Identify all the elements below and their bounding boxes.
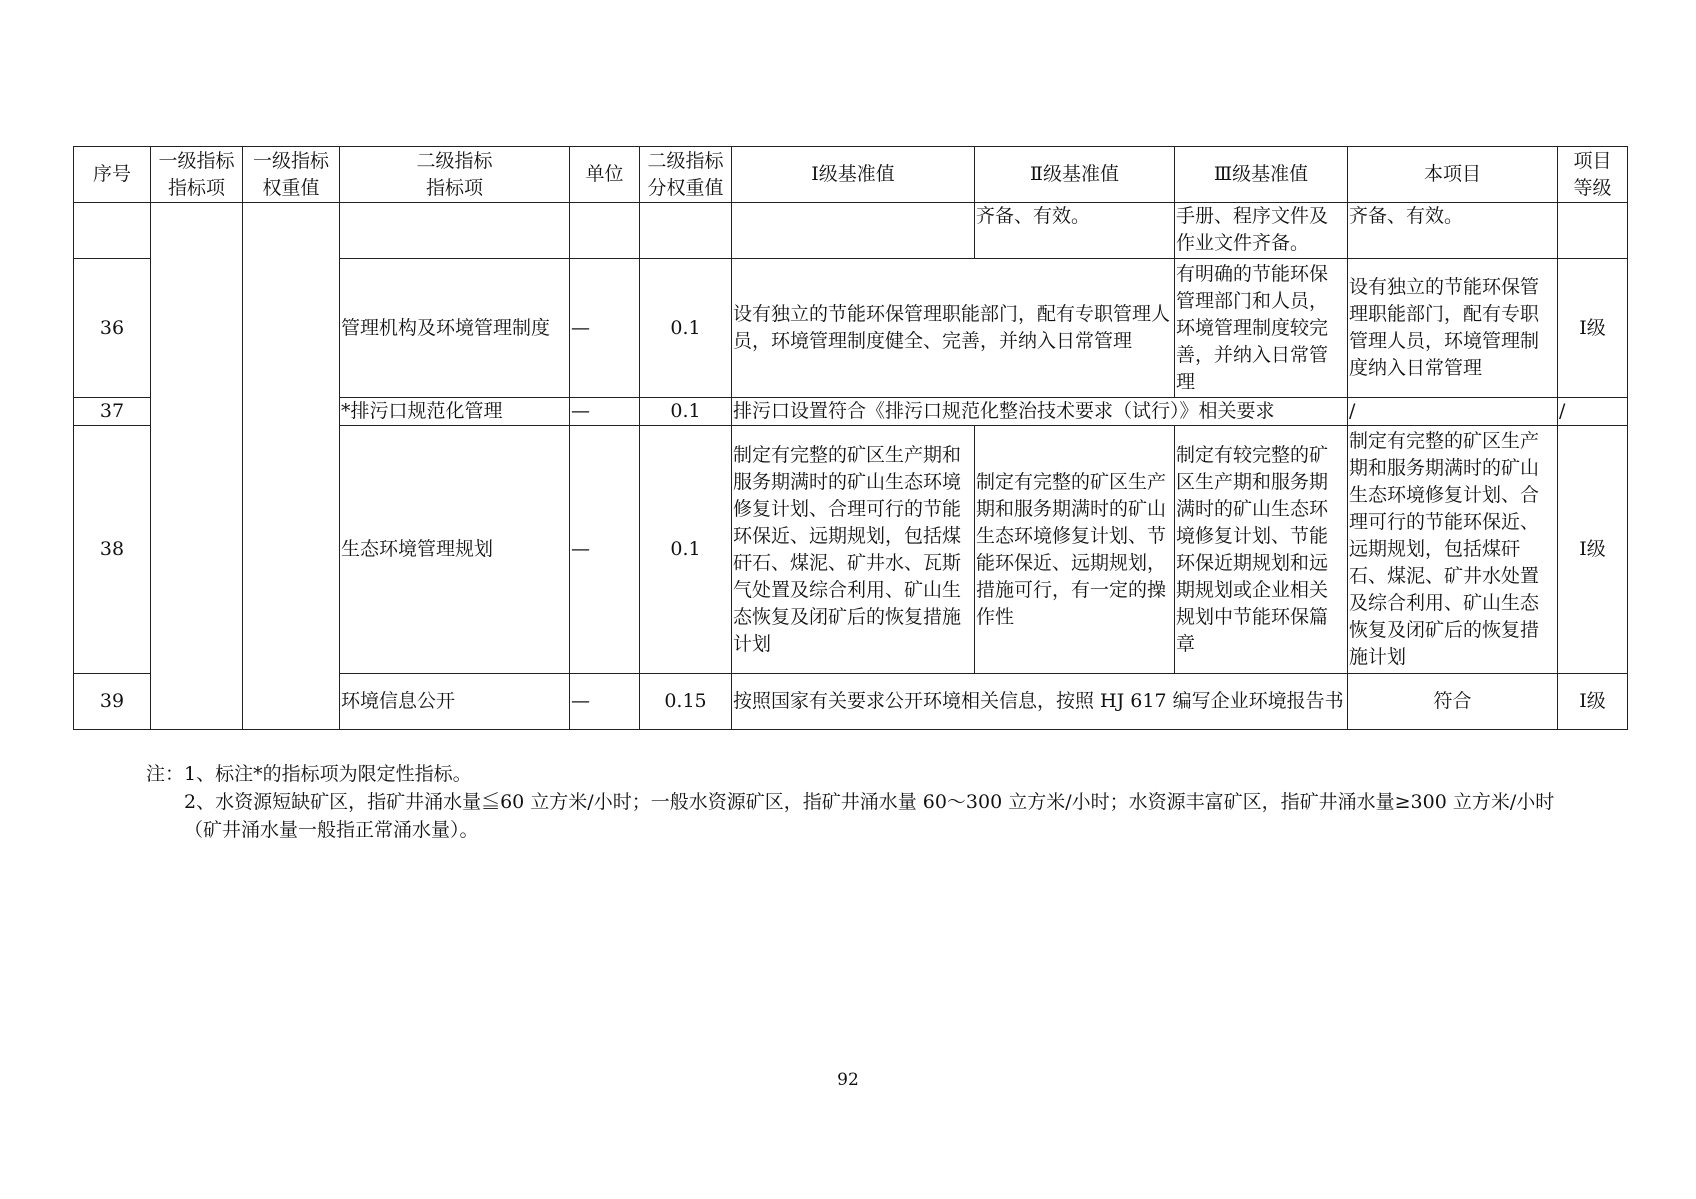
cell-project: 设有独立的节能环保管理职能部门，配有专职管理人员，环境管理制度纳入日常管理 xyxy=(1348,259,1558,398)
header-project: 本项目 xyxy=(1348,147,1558,203)
cell-grade123: 排污口设置符合《排污口规范化整治技术要求（试行）》相关要求 xyxy=(732,398,1348,426)
cell-grade3: 有明确的节能环保管理部门和人员，环境管理制度较完善，并纳入日常管理 xyxy=(1175,259,1348,398)
cell-grade3: 制定有较完整的矿区生产期和服务期满时的矿山生态环境修复计划、节能环保近期规划和远期规划或企业相关规划中节能环保篇章 xyxy=(1175,426,1348,674)
header-level2-weight: 二级指标 分权重值 xyxy=(640,147,732,203)
note-line-2: 2、水资源短缺矿区，指矿井涌水量≦60 立方米/小时；一般水资源矿区，指矿井涌水量 60～300 立方米/小时；水资源丰富矿区，指矿井涌水量≥300 立方米/小时（矿井涌水量一般指正常涌水量）。 xyxy=(184,791,1555,841)
header-unit: 单位 xyxy=(570,147,640,203)
cell-seq: 39 xyxy=(74,674,151,730)
cell-unit: — xyxy=(570,259,640,398)
cell-grade2: 齐备、有效。 xyxy=(975,203,1175,259)
page-number: 92 xyxy=(837,1070,859,1090)
cell-item: 管理机构及环境管理制度 xyxy=(340,259,570,398)
cell-grade: Ⅰ级 xyxy=(1558,426,1628,674)
cell-weight-empty xyxy=(640,203,732,259)
cell-grade2: 制定有完整的矿区生产期和服务期满时的矿山生态环境修复计划、节能环保近、远期规划，措施可行，有一定的操作性 xyxy=(975,426,1175,674)
table-row-continued xyxy=(74,203,1628,259)
cell-weight: 0.15 xyxy=(640,674,732,730)
cell-project: 制定有完整的矿区生产期和服务期满时的矿山生态环境修复计划、合理可行的节能环保近、远期规划，包括煤矸石、煤泥、矿井水处置及综合利用、矿山生态恢复及闭矿后的恢复措施计划 xyxy=(1348,426,1558,674)
header-grade1: Ⅰ级基准值 xyxy=(732,147,975,203)
cell-grade12: 设有独立的节能环保管理职能部门，配有专职管理人员，环境管理制度健全、完善，并纳入日常管理 xyxy=(732,259,1175,398)
cell-grade1: 制定有完整的矿区生产期和服务期满时的矿山生态环境修复计划、合理可行的节能环保近、远期规划，包括煤矸石、煤泥、矿井水、瓦斯气处置及综合利用、矿山生态恢复及闭矿后的恢复措施计划 xyxy=(732,426,975,674)
cell-grade1-empty xyxy=(732,203,975,259)
cell-item: *排污口规范化管理 xyxy=(340,398,570,426)
cell-item-empty xyxy=(340,203,570,259)
cell-weight: 0.1 xyxy=(640,398,732,426)
cell-grade: / xyxy=(1558,398,1628,426)
cell-level1-weight-empty xyxy=(243,203,340,730)
cell-project: / xyxy=(1348,398,1558,426)
cell-unit-empty xyxy=(570,203,640,259)
cell-unit: — xyxy=(570,398,640,426)
cell-item: 生态环境管理规划 xyxy=(340,426,570,674)
header-grade2: Ⅱ级基准值 xyxy=(975,147,1175,203)
header-project-grade: 项目 等级 xyxy=(1558,147,1628,203)
cell-weight: 0.1 xyxy=(640,426,732,674)
cell-grade123: 按照国家有关要求公开环境相关信息，按照 HJ 617 编写企业环境报告书 xyxy=(732,674,1348,730)
header-seq: 序号 xyxy=(74,147,151,203)
header-grade3: Ⅲ级基准值 xyxy=(1175,147,1348,203)
header-level1-item: 一级指标 指标项 xyxy=(151,147,243,203)
cell-project: 符合 xyxy=(1348,674,1558,730)
cell-unit: — xyxy=(570,426,640,674)
cell-seq: 36 xyxy=(74,259,151,398)
cell-grade-empty xyxy=(1558,203,1628,259)
header-level1-weight: 一级指标 权重值 xyxy=(243,147,340,203)
cell-weight: 0.1 xyxy=(640,259,732,398)
cell-grade3: 手册、程序文件及作业文件齐备。 xyxy=(1175,203,1348,259)
cell-item: 环境信息公开 xyxy=(340,674,570,730)
cell-level1-item-empty xyxy=(151,203,243,730)
cell-seq: 38 xyxy=(74,426,151,674)
cell-grade: Ⅰ级 xyxy=(1558,674,1628,730)
notes xyxy=(146,760,1566,844)
cell-seq-empty xyxy=(74,203,151,259)
indicator-table xyxy=(73,146,1628,730)
note-line-1: 注：1、标注*的指标项为限定性指标。 xyxy=(146,763,472,785)
cell-unit: — xyxy=(570,674,640,730)
cell-grade: Ⅰ级 xyxy=(1558,259,1628,398)
header-level2-item: 二级指标 指标项 xyxy=(340,147,570,203)
header-row xyxy=(74,147,1628,203)
cell-project: 齐备、有效。 xyxy=(1348,203,1558,259)
cell-seq: 37 xyxy=(74,398,151,426)
